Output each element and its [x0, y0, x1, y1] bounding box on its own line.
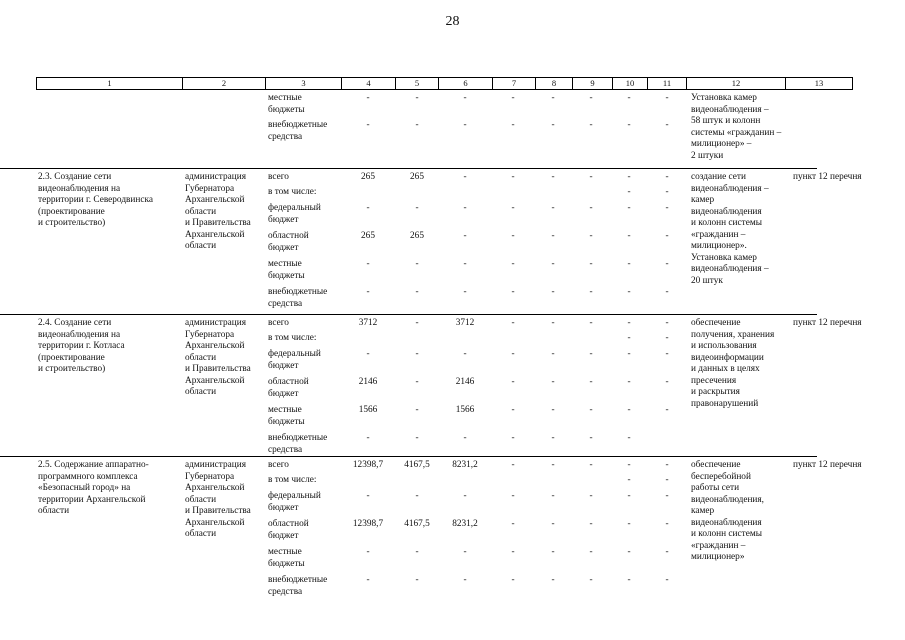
row1-value: - [589, 287, 593, 297]
measure-name: 2.3. Создание сети видеонаблюдения на территории г. Северодвинска (проектирование и строительство) [38, 172, 154, 228]
row2-value: - [627, 377, 631, 387]
row3-value: - [665, 491, 669, 501]
row3-value: - [551, 460, 555, 470]
row3-value: - [589, 491, 593, 501]
row1-value: - [551, 172, 555, 182]
row3-value: - [415, 491, 419, 501]
continuation-value: - [463, 120, 467, 130]
row2-value: - [665, 318, 669, 328]
row3-value: - [551, 547, 555, 557]
row-separator [0, 168, 817, 169]
funding-source-label: внебюджетные средства [268, 120, 328, 142]
continuation-value: - [627, 93, 631, 103]
row2-value: - [551, 349, 555, 359]
row3-value: - [665, 547, 669, 557]
continuation-value: - [551, 120, 555, 130]
row1-value: - [463, 172, 467, 182]
row1-value: - [665, 187, 669, 197]
row3-value: 8231,2 [452, 519, 478, 529]
row2-value: - [589, 349, 593, 359]
row2-value: - [589, 377, 593, 387]
row3-value: 4167,5 [404, 460, 430, 470]
row3-value: - [511, 491, 515, 501]
row-separator [0, 456, 817, 457]
row3-value: - [551, 519, 555, 529]
row1-value: - [627, 172, 631, 182]
row3-value: - [551, 491, 555, 501]
row2-value: - [551, 433, 555, 443]
continuation-value: - [551, 93, 555, 103]
row1-value: - [589, 231, 593, 241]
measure-name: 2.5. Содержание аппаратно- программного комплекса «Безопасный город» на территории Архангельской области [38, 460, 149, 516]
row2-value: - [551, 405, 555, 415]
funding-source-label: федеральный бюджет [268, 203, 321, 225]
row3-value: - [589, 460, 593, 470]
row1-value: - [627, 187, 631, 197]
row2-value: - [463, 349, 467, 359]
row1-value: 265 [361, 172, 375, 182]
row-separator [0, 314, 817, 315]
row2-value: - [665, 349, 669, 359]
row1-value: - [551, 231, 555, 241]
funding-source-label: в том числе: [268, 333, 317, 343]
row3-value: 12398,7 [352, 460, 384, 470]
row1-value: - [665, 231, 669, 241]
row2-value: 2146 [455, 377, 475, 387]
row2-value: - [665, 333, 669, 343]
column-header-3: 3 [265, 77, 341, 90]
row2-value: - [511, 349, 515, 359]
row2-value: - [415, 377, 419, 387]
row3-value: - [627, 475, 631, 485]
row1-value: - [551, 203, 555, 213]
continuation-value: - [665, 93, 669, 103]
funding-source-label: внебюджетные средства [268, 287, 328, 309]
legal-basis-reference: пункт 12 перечня [793, 172, 862, 182]
row1-value: - [415, 259, 419, 269]
row3-value: - [366, 547, 370, 557]
row1-value: - [665, 259, 669, 269]
row1-value: - [511, 259, 515, 269]
row2-value: - [511, 377, 515, 387]
row3-value: 4167,5 [404, 519, 430, 529]
funding-source-label: всего [268, 172, 289, 182]
row3-value: 12398,7 [352, 519, 384, 529]
funding-source-label: внебюджетные средства [268, 575, 328, 597]
row1-value: - [415, 203, 419, 213]
row3-value: - [627, 575, 631, 585]
row1-value: - [366, 287, 370, 297]
row3-value: - [366, 575, 370, 585]
row3-value: - [511, 575, 515, 585]
continuation-value: - [415, 120, 419, 130]
column-header-7: 7 [492, 77, 535, 90]
row2-value: - [627, 433, 631, 443]
continuation-value: - [511, 93, 515, 103]
row2-value: - [589, 318, 593, 328]
row1-value: - [627, 287, 631, 297]
row3-value: - [589, 519, 593, 529]
row3-value: - [665, 575, 669, 585]
result-description: создание сети видеонаблюдения – камер видеонаблюдения и колонн системы «гражданин – милиционер». Установка камер видеонаблюдения – 20 штук [691, 172, 769, 286]
row1-value: - [665, 203, 669, 213]
row1-value: - [589, 172, 593, 182]
measure-name: 2.4. Создание сети видеонаблюдения на территории г. Котласа (проектирование и строительство) [38, 318, 125, 374]
row3-value: - [589, 575, 593, 585]
row2-value: 2146 [358, 377, 378, 387]
row2-value: - [627, 405, 631, 415]
row3-value: - [415, 575, 419, 585]
row1-value: - [589, 259, 593, 269]
row2-value: - [511, 318, 515, 328]
legal-basis-reference: пункт 12 перечня [793, 318, 862, 328]
column-header-8: 8 [535, 77, 572, 90]
executor-name: администрация Губернатора Архангельской области и Правительства Архангельской области [185, 460, 251, 539]
row3-value: - [415, 547, 419, 557]
funding-source-label: местные бюджеты [268, 547, 305, 569]
row2-value: - [589, 433, 593, 443]
column-header-5: 5 [395, 77, 438, 90]
row2-value: - [627, 333, 631, 343]
column-header-12: 12 [686, 77, 785, 90]
executor-name: администрация Губернатора Архангельской области и Правительства Архангельской области [185, 318, 251, 397]
row1-value: 265 [361, 231, 375, 241]
row2-value: - [665, 405, 669, 415]
row3-value: - [665, 475, 669, 485]
funding-source-label: внебюджетные средства [268, 433, 328, 455]
row2-value: - [627, 349, 631, 359]
row2-value: - [366, 349, 370, 359]
funding-source-label: местные бюджеты [268, 93, 305, 115]
continuation-value: - [627, 120, 631, 130]
row3-value: - [463, 575, 467, 585]
row2-value: - [551, 377, 555, 387]
row3-value: - [366, 491, 370, 501]
row1-value: - [511, 203, 515, 213]
column-header-10: 10 [612, 77, 647, 90]
row3-value: - [589, 547, 593, 557]
continuation-value: - [366, 93, 370, 103]
row3-value: - [665, 519, 669, 529]
row1-value: - [665, 172, 669, 182]
row2-value: 1566 [455, 405, 475, 415]
row3-value: - [627, 547, 631, 557]
funding-source-label: областной бюджет [268, 377, 309, 399]
row3-value: - [463, 547, 467, 557]
result-description: Установка камер видеонаблюдения – 58 штук и колонн системы «гражданин – милиционер» – 2 штуки [691, 93, 782, 161]
funding-source-label: местные бюджеты [268, 259, 305, 281]
row2-value: - [415, 405, 419, 415]
row1-value: - [463, 203, 467, 213]
row1-value: - [589, 203, 593, 213]
continuation-value: - [415, 93, 419, 103]
continuation-value: - [463, 93, 467, 103]
row1-value: 265 [410, 172, 424, 182]
row3-value: - [511, 460, 515, 470]
row1-value: - [627, 259, 631, 269]
continuation-value: - [511, 120, 515, 130]
funding-source-label: областной бюджет [268, 231, 309, 253]
row1-value: - [415, 287, 419, 297]
funding-source-label: федеральный бюджет [268, 491, 321, 513]
continuation-value: - [366, 120, 370, 130]
funding-source-label: областной бюджет [268, 519, 309, 541]
column-header-6: 6 [438, 77, 492, 90]
row2-value: - [665, 377, 669, 387]
row2-value: - [551, 318, 555, 328]
row3-value: - [511, 519, 515, 529]
row3-value: - [627, 460, 631, 470]
continuation-value: - [589, 120, 593, 130]
row1-value: - [511, 287, 515, 297]
funding-source-label: всего [268, 318, 289, 328]
column-header-4: 4 [341, 77, 395, 90]
page-number: 28 [445, 14, 460, 29]
row2-value: 3712 [455, 318, 475, 328]
row2-value: 3712 [358, 318, 378, 328]
row2-value: - [627, 318, 631, 328]
row1-value: - [665, 287, 669, 297]
column-header-1: 1 [36, 77, 182, 90]
row1-value: - [551, 259, 555, 269]
executor-name: администрация Губернатора Архангельской области и Правительства Архангельской области [185, 172, 251, 251]
row3-value: - [511, 547, 515, 557]
column-header-2: 2 [182, 77, 265, 90]
row3-value: 8231,2 [452, 460, 478, 470]
row2-value: - [511, 433, 515, 443]
row1-value: - [463, 231, 467, 241]
funding-source-label: в том числе: [268, 187, 317, 197]
row2-value: 1566 [358, 405, 378, 415]
legal-basis-reference: пункт 12 перечня [793, 460, 862, 470]
row2-value: - [463, 433, 467, 443]
column-header-13: 13 [785, 77, 853, 90]
funding-source-label: федеральный бюджет [268, 349, 321, 371]
row1-value: - [627, 203, 631, 213]
row1-value: - [511, 231, 515, 241]
row2-value: - [589, 405, 593, 415]
row3-value: - [551, 575, 555, 585]
row3-value: - [665, 460, 669, 470]
row1-value: - [463, 287, 467, 297]
row1-value: - [463, 259, 467, 269]
row1-value: - [366, 203, 370, 213]
row3-value: - [627, 491, 631, 501]
row1-value: - [627, 231, 631, 241]
result-description: обеспечение бесперебойной работы сети видеонаблюдения, камер видеонаблюдения и колонн системы «гражданин – милиционер» [691, 460, 764, 562]
continuation-value: - [589, 93, 593, 103]
funding-source-label: в том числе: [268, 475, 317, 485]
row1-value: - [511, 172, 515, 182]
funding-source-label: всего [268, 460, 289, 470]
row2-value: - [366, 433, 370, 443]
row2-value: - [415, 349, 419, 359]
column-header-9: 9 [572, 77, 612, 90]
funding-source-label: местные бюджеты [268, 405, 305, 427]
row2-value: - [511, 405, 515, 415]
row1-value: - [551, 287, 555, 297]
column-header-11: 11 [647, 77, 686, 90]
continuation-value: - [665, 120, 669, 130]
result-description: обеспечение получения, хранения и использования видеоинформации и данных в целях пресечения и раскрытия правонарушений [691, 318, 775, 409]
row2-value: - [415, 433, 419, 443]
row3-value: - [463, 491, 467, 501]
row1-value: - [366, 259, 370, 269]
row2-value: - [415, 318, 419, 328]
row3-value: - [627, 519, 631, 529]
row1-value: 265 [410, 231, 424, 241]
